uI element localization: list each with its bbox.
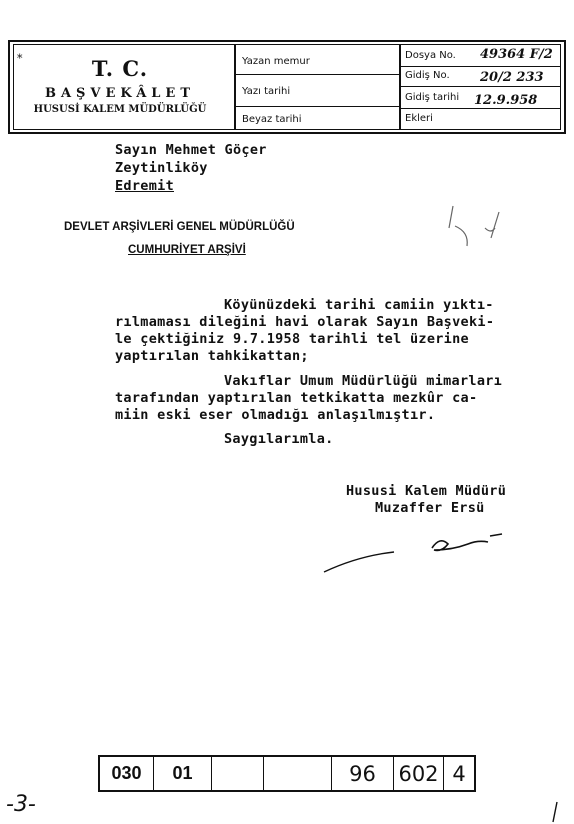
body-p2-line1: Vakıflar Umum Müdürlüğü mimarları	[224, 373, 503, 389]
institution-title: BAŞVEKÂLET	[44, 86, 196, 101]
field-gidis-tarihi-value: 12.9.958	[474, 93, 538, 108]
field-gidis-no-value: 20/2 233	[480, 70, 544, 85]
archive-code-empty-2	[264, 757, 332, 790]
archive-code-file-no: 602	[394, 757, 444, 790]
body-p2-line3: miin eski eser olmadığı anlaşılmıştır.	[115, 407, 436, 423]
edge-mark-icon	[545, 800, 565, 824]
mid-rule-2	[234, 106, 400, 107]
handwritten-signature	[318, 528, 518, 578]
body-p1-line2: rılmaması dileğini havi olarak Sayın Başveki-	[115, 314, 495, 330]
body-p1-line1: Köyünüzdeki tarihi camiin yıktı-	[224, 297, 494, 313]
field-ekleri-label: Ekleri	[405, 113, 433, 124]
archive-code-empty-1	[212, 757, 264, 790]
body-p1-line4: yaptırılan tahkikattan;	[115, 348, 309, 364]
field-gidis-tarihi-label: Gidiş tarihi	[405, 92, 460, 103]
signature-title: Hususi Kalem Müdürü	[346, 483, 507, 499]
mid-rule-1	[234, 74, 400, 75]
page-number-mark: -3-	[6, 792, 36, 817]
field-yazan-memur: Yazan memur	[242, 56, 310, 67]
field-gidis-no-label: Gidiş No.	[405, 70, 450, 81]
field-yazi-tarihi: Yazı tarihi	[242, 86, 291, 97]
body-p2-line2: tarafından yaptırılan tetkikatta mezkûr ca-	[115, 390, 478, 406]
archive-code-box-no: 96	[332, 757, 394, 790]
archive-code-item-no: 4	[452, 761, 466, 786]
body-p1-line3: le çektiğiniz 9.7.1958 tarihli tel üzerine	[115, 331, 469, 347]
right-rule-1	[399, 66, 561, 67]
recipient-name: Sayın Mehmet Göçer	[115, 142, 267, 158]
header-divider-1	[234, 44, 236, 130]
emblem-text: T. C.	[91, 56, 149, 81]
recipient-village: Zeytinliköy	[115, 160, 208, 176]
field-dosya-no-label: Dosya No.	[405, 50, 456, 61]
signature-name: Muzaffer Ersü	[375, 500, 485, 516]
archive-code-series: 01	[154, 757, 212, 790]
right-rule-3	[399, 108, 561, 109]
closing-text: Saygılarımla.	[224, 431, 334, 447]
archive-code-box	[98, 755, 476, 792]
archive-stamp-line1: DEVLET ARŞİVLERİ GENEL MÜDÜRLÜĞÜ	[64, 221, 295, 233]
field-beyaz-tarihi: Beyaz tarihi	[242, 114, 302, 125]
right-rule-2	[399, 86, 561, 87]
field-dosya-no-value: 49364 F/2	[480, 47, 553, 62]
department-title: HUSUSİ KALEM MÜDÜRLÜĞÜ	[33, 104, 207, 115]
frame-mark-icon: *	[17, 52, 23, 65]
archive-stamp-line2: CUMHURİYET ARŞİVİ	[128, 244, 246, 256]
pencil-mark-icon	[425, 198, 515, 258]
archive-code-fond: 030	[100, 757, 154, 790]
recipient-district: Edremit	[115, 178, 174, 194]
